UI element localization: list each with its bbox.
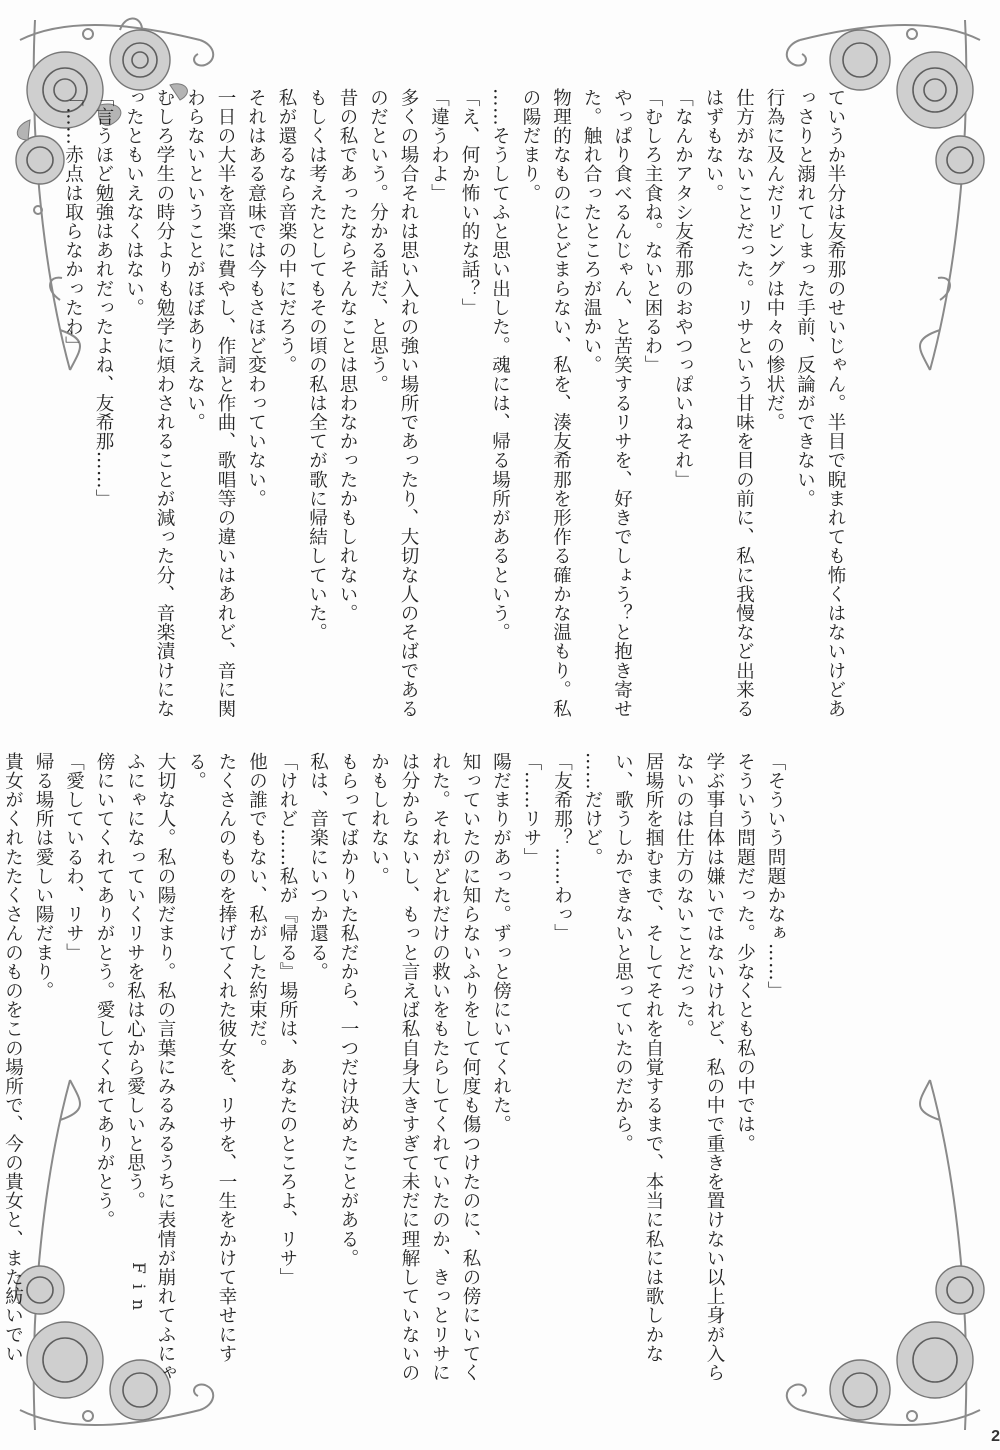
paragraph: そういう問題だった。少なくとも私の中では。: [734, 752, 756, 1154]
rose-ornament-icon: [760, 1070, 1000, 1450]
paragraph: 学ぶ事自体は嫌いではないけれど、私の中で重きを置けない以上身が入らないのは仕方のないことだった。: [673, 752, 725, 1383]
paragraph: 帰る場所は愛しい陽だまり。: [33, 752, 54, 1001]
dialogue-line: 「愛しているわ、リサ」: [63, 752, 85, 963]
paragraph: 陽だまりがあった。ずっと傍にいてくれた。: [490, 752, 512, 1134]
paragraph: ていうか半分は友希那のせいじゃん。半目で睨まれても怖くはないけどあっさりと溺れてしまった手前、反論ができない。: [794, 88, 846, 719]
page-number: 2: [991, 1428, 1000, 1445]
paragraph: やっぱり食べるんじゃん、と苦笑するリサを、好きでしょう？と抱き寄せた。触れ合ったところが温かい。: [581, 88, 633, 719]
dialogue-line: 「……赤点は取らなかったわ」: [62, 88, 84, 356]
dialogue-line: 「……リサ」: [521, 752, 542, 867]
story-text-upper: [62, 88, 850, 728]
paragraph: もしくは考えたとしてもその頃の私は全てが歌に帰結していた。: [306, 88, 328, 642]
paragraph: たくさんのものを捧げてくれた彼女を、リサを、一生をかけて幸せにする。: [185, 752, 237, 1364]
paragraph: 多くの場合それは思い入れの強い場所であったり、大切な人のそばであるのだという。分かる話だ、と思う。: [367, 88, 419, 719]
fin-label: Fin: [128, 1262, 148, 1321]
paragraph: 傍にいてくれてありがとう。愛してくれてありがとう。: [94, 752, 115, 1230]
dialogue-line: 「え、何か怖い的な話？」: [459, 88, 480, 318]
paragraph: 貴女がくれたたくさんのものをこの場所で、今の貴女と、また紡いでい: [2, 752, 24, 1364]
paragraph: 私が還るなら音楽の中にだろう。: [276, 88, 297, 375]
paragraph: 大切な人。私の陽だまり。私の言葉にみるみるうちに表情が崩れてふにゃふにゃになっていくリサを私は心から愛しいと思う。: [124, 752, 176, 1383]
dialogue-line: 「そういう問題かなぁ……」: [765, 752, 786, 1001]
paragraph: 他の誰でもない、私がした約束だ。: [246, 752, 268, 1058]
dialogue-line: 「けれど……私が『帰る』場所は、あなたのところよ、リサ」: [277, 752, 298, 1287]
paragraph: 昔の私であったならそんなことは思わなかったかもしれない。: [337, 88, 358, 623]
paragraph: 居場所を掴むまで、そしてそれを自覚するまで、本当に私には歌しかない、歌うしかできないと思っていたのだから。: [612, 752, 664, 1364]
paragraph: 一日の大半を音楽に費やし、作詞と作曲、歌唱等の違いはあれど、音に関わらないということがほぼありえない。: [184, 88, 236, 719]
dialogue-line: 「むしろ主食ね。ないと困るわ」: [642, 88, 663, 375]
paragraph: それはある意味では今もさほど変わっていない。: [245, 88, 267, 509]
paragraph: ……そうしてふと思い出した。魂には、帰る場所があるという。: [489, 88, 511, 642]
dialogue-line: 「友希那？……わっ」: [551, 752, 573, 943]
paragraph: 行為に及んだリビングは中々の惨状だ。: [764, 88, 785, 432]
paragraph: 私は、音楽にいつか還る。: [307, 752, 329, 982]
paragraph: 仕方がないことだった。リサという甘味を目の前に、私に我慢など出来るはずもない。: [703, 88, 755, 719]
paragraph: ……だけど。: [582, 752, 603, 867]
paragraph: 知っていたのに知らないふりをして何度も傷つけたのに、私の傍にいてくれた。それがどれだけの救いをもたらしてくれていたのか、きっとリサには分からないし、もっと言えば私自身大きすぎて未だに理解していないのかもしれない。: [368, 752, 481, 1383]
dialogue-line: 「言うほど勉強はあれだったよね、友希那……」: [93, 88, 114, 509]
paragraph: 物理的なものにとどまらない、私を、湊友希那を形作る確かな温もり。私の陽だまり。: [520, 88, 572, 719]
rose-ornament-bottom-right: [760, 1070, 1000, 1450]
dialogue-line: 「なんかアタシ友希那のおやつっぽいねそれ」: [672, 88, 694, 490]
dialogue-line: 「違うわよ」: [428, 88, 450, 203]
paragraph: もらってばかりいた私だから、一つだけ決めたことがある。: [338, 752, 359, 1268]
paragraph: むしろ学生の時分よりも勉学に煩わされることが減った分、音楽漬けになったともいえなくはない。: [123, 88, 175, 719]
